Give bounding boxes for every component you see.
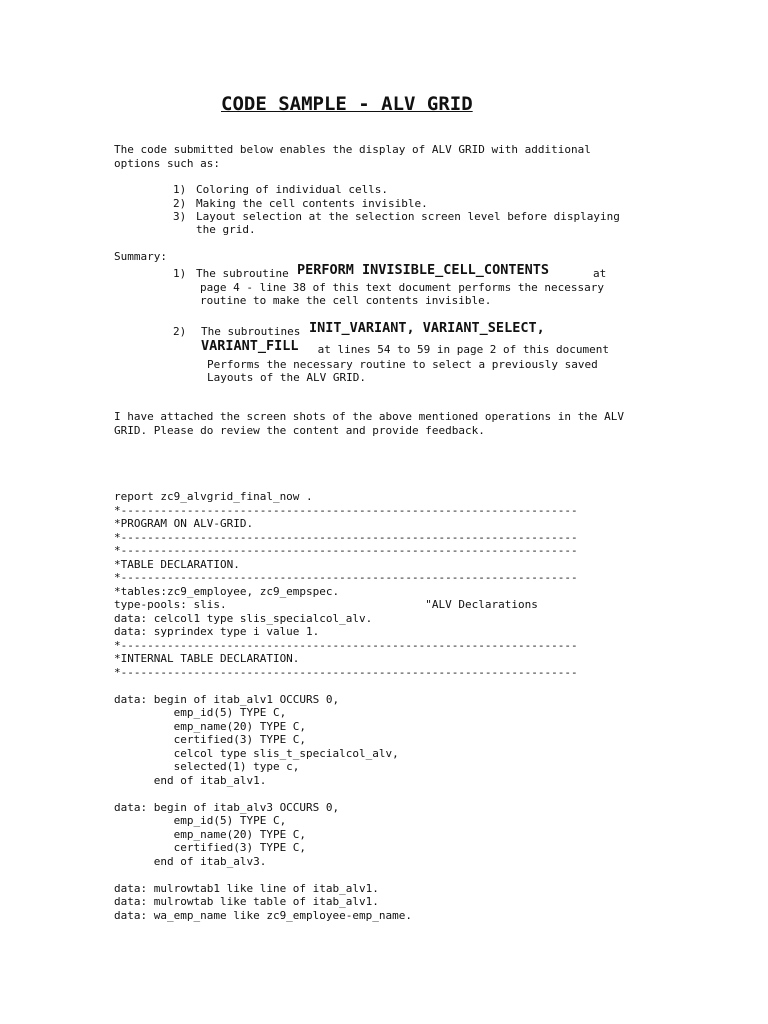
- option-text: Coloring of individual cells.: [196, 183, 389, 196]
- option-text-continued: the grid.: [196, 223, 256, 236]
- summary-number: 1): [173, 267, 187, 280]
- code-line: report zc9_alvgrid_final_now .: [114, 490, 313, 503]
- attached-line-2: GRID. Please do review the content and provide feedback.: [114, 424, 485, 437]
- code-line: [114, 679, 578, 693]
- code-line: *PROGRAM ON ALV-GRID.: [114, 517, 254, 530]
- code-line: data: mulrowtab1 like line of itab_alv1.: [114, 881, 379, 895]
- code-line: data: syprindex type i value 1.: [114, 625, 320, 638]
- code-line: emp_name(20) TYPE C,: [114, 719, 307, 733]
- option-number: 2): [173, 197, 187, 210]
- code-listing: [114, 490, 578, 922]
- summary-text: Performs the necessary routine to select a previously saved: [207, 358, 598, 371]
- code-line: *tables:zc9_employee, zc9_empspec.: [114, 584, 340, 598]
- code-line: end of itab_alv1.: [114, 773, 267, 787]
- code-line: *INTERNAL TABLE DECLARATION.: [114, 652, 300, 665]
- code-line: data: wa_emp_name like zc9_employee-emp_name.: [114, 908, 413, 922]
- summary-text: at lines 54 to 59 in page 2 of this document: [311, 343, 610, 356]
- summary-bold-routines: VARIANT_FILL: [201, 338, 299, 354]
- page-title: CODE SAMPLE - ALV GRID: [221, 93, 473, 115]
- code-line: [114, 868, 578, 882]
- intro-line-1: The code submitted below enables the display of ALV GRID with additional: [114, 143, 591, 156]
- option-text: Making the cell contents invisible.: [196, 197, 428, 210]
- code-line: emp_name(20) TYPE C,: [114, 827, 307, 841]
- code-line: *---------------------------------------------------------------------: [114, 503, 578, 517]
- code-line: type-pools: slis. "ALV Declarations: [114, 598, 538, 611]
- code-line: emp_id(5) TYPE C,: [114, 814, 287, 827]
- summary-bold-routines: INIT_VARIANT, VARIANT_SELECT,: [309, 320, 545, 336]
- code-line: certified(3) TYPE C,: [114, 733, 307, 746]
- code-line: end of itab_alv3.: [114, 854, 267, 868]
- code-line: certified(3) TYPE C,: [114, 841, 307, 854]
- summary-label: Summary:: [114, 250, 167, 263]
- summary-text: at: [593, 267, 607, 280]
- code-line: *---------------------------------------------------------------------: [114, 544, 578, 557]
- option-number: 1): [173, 183, 187, 196]
- summary-text: routine to make the cell contents invisible.: [200, 294, 492, 307]
- code-line: *---------------------------------------------------------------------: [114, 571, 578, 584]
- summary-text: Layouts of the ALV GRID.: [207, 371, 366, 384]
- summary-text: page 4 - line 38 of this text document performs the necessary: [200, 281, 604, 294]
- code-line: selected(1) type c,: [114, 760, 300, 773]
- code-line: data: begin of itab_alv1 OCCURS 0,: [114, 692, 340, 706]
- code-line: *---------------------------------------------------------------------: [114, 665, 578, 679]
- code-line: celcol type slis_t_specialcol_alv,: [114, 746, 399, 760]
- summary-text: The subroutines: [201, 325, 307, 338]
- summary-bold-routine: PERFORM INVISIBLE_CELL_CONTENTS: [297, 262, 549, 278]
- summary-number: 2): [173, 325, 187, 338]
- option-number: 3): [173, 210, 187, 223]
- option-text: Layout selection at the selection screen level before displaying: [196, 210, 620, 223]
- code-line: data: celcol1 type slis_specialcol_alv.: [114, 611, 373, 625]
- code-line: *---------------------------------------------------------------------: [114, 638, 578, 652]
- code-line: *TABLE DECLARATION.: [114, 557, 240, 571]
- summary-text: The subroutine: [196, 267, 296, 280]
- code-line: emp_id(5) TYPE C,: [114, 706, 287, 719]
- code-line: *---------------------------------------------------------------------: [114, 530, 578, 544]
- attached-line-1: I have attached the screen shots of the above mentioned operations in the ALV: [114, 410, 624, 423]
- code-line: data: mulrowtab like table of itab_alv1.: [114, 895, 379, 908]
- code-line: [114, 787, 578, 801]
- intro-line-2: options such as:: [114, 157, 220, 170]
- code-line: data: begin of itab_alv3 OCCURS 0,: [114, 800, 340, 814]
